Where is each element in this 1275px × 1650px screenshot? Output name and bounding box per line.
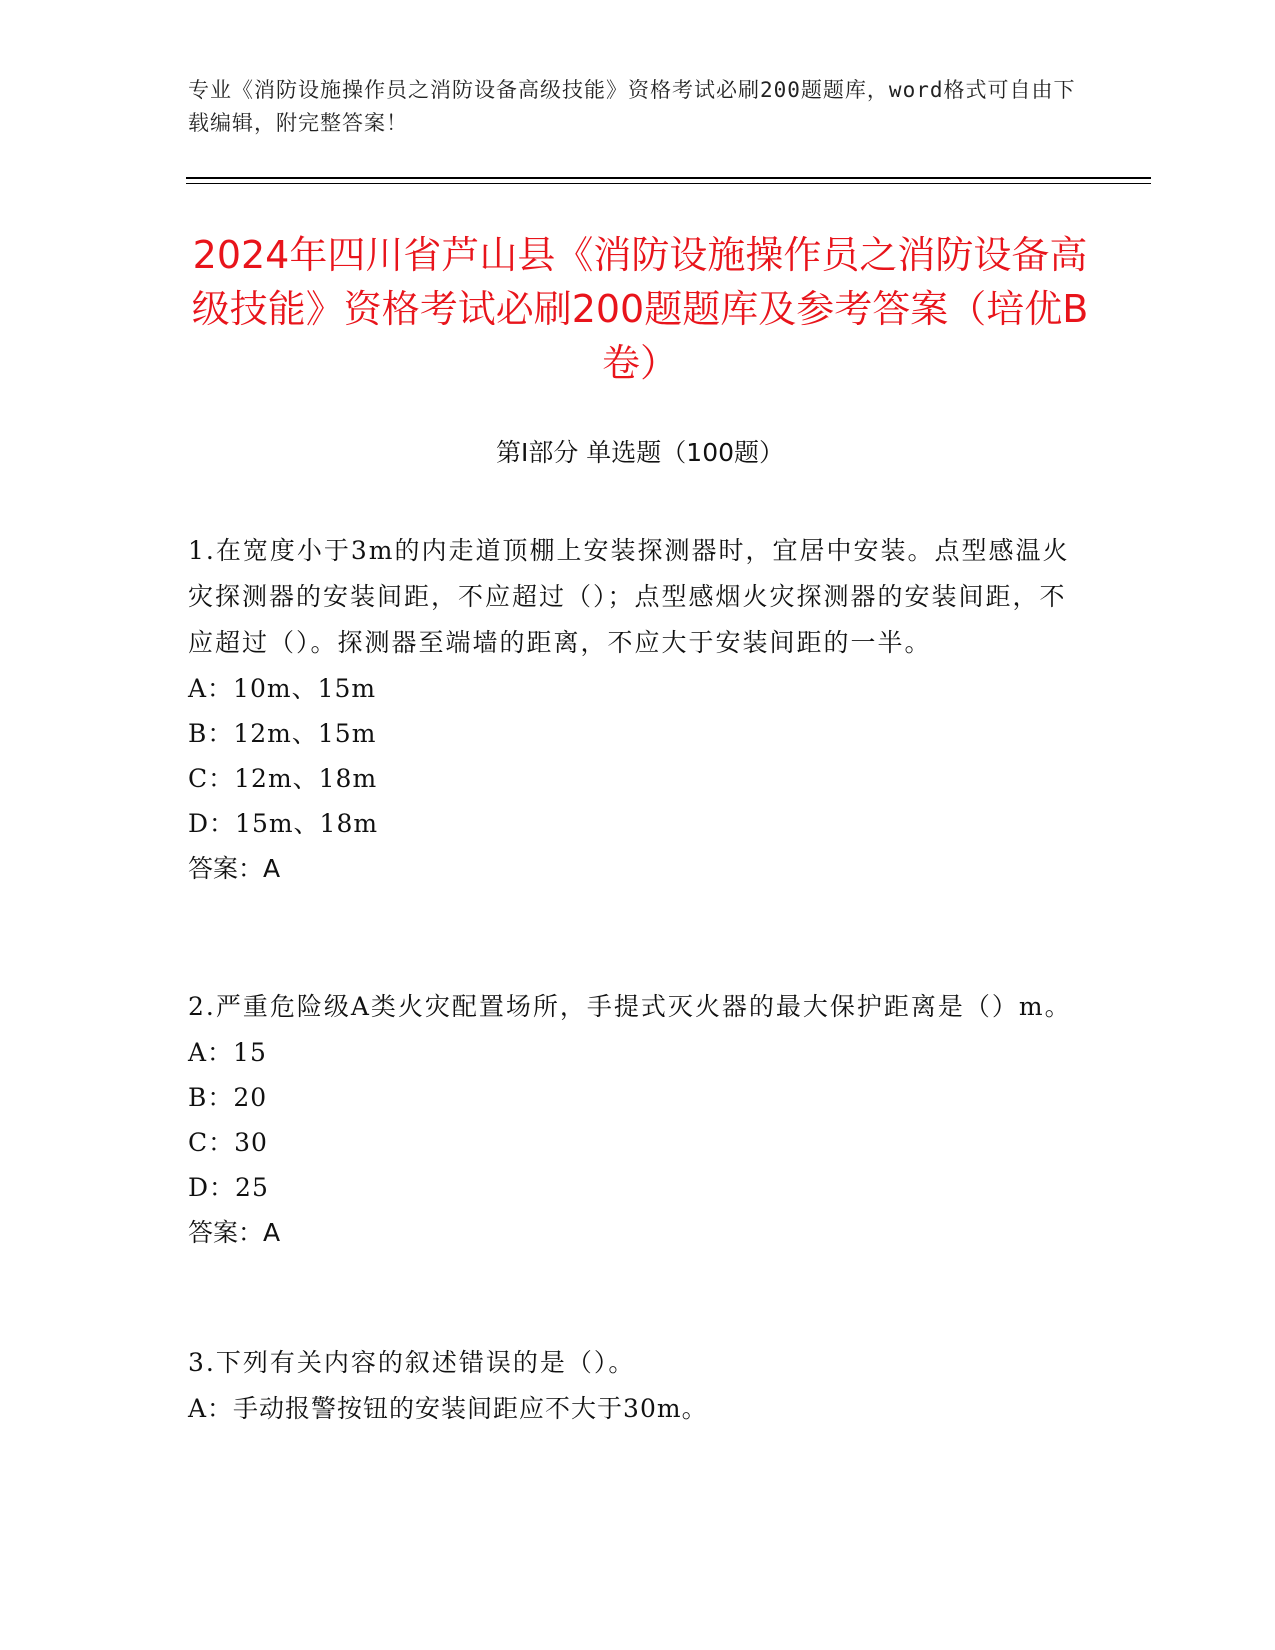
question-1: [188, 528, 1088, 891]
question-3: [188, 1340, 1088, 1431]
header-rule-thick: [186, 177, 1151, 179]
option-a: A：15: [188, 1038, 267, 1067]
question-stem: 1.在宽度小于3m的内走道顶棚上安装探测器时，宜居中安装。点型感温火灾探测器的安装间距，不应超过（）；点型感烟火灾探测器的安装间距，不应超过（）。探测器至端墙的距离，不应大于安装间距的一半。: [188, 536, 1070, 657]
option-d: D：15m、18m: [188, 809, 379, 838]
section-title: 第Ⅰ部分 单选题（100题）: [495, 438, 785, 467]
option-c: C：12m、18m: [188, 764, 378, 793]
option-a: A：10m、15m: [188, 674, 377, 703]
option-c: C：30: [188, 1128, 268, 1157]
question-stem: 3.下列有关内容的叙述错误的是（）。: [188, 1348, 636, 1377]
option-b: B：12m、15m: [188, 719, 377, 748]
answer: 答案：A: [188, 1218, 281, 1247]
header-rule-thin: [186, 183, 1151, 184]
option-d: D：25: [188, 1173, 269, 1202]
option-a: A：手动报警按钮的安装间距应不大于30m。: [188, 1394, 708, 1423]
document-title: 2024年四川省芦山县《消防设施操作员之消防设备高级技能》资格考试必刷200题题库及参考答案（培优B卷）: [191, 233, 1089, 385]
header-note: 专业《消防设施操作员之消防设备高级技能》资格考试必刷200题题库，word格式可自由下载编辑，附完整答案！: [188, 78, 1076, 135]
question-2: [188, 984, 1088, 1255]
question-stem: 2.严重危险级A类火灾配置场所，手提式灭火器的最大保护距离是（）m。: [188, 992, 1072, 1021]
answer: 答案：A: [188, 854, 281, 883]
option-b: B：20: [188, 1083, 268, 1112]
